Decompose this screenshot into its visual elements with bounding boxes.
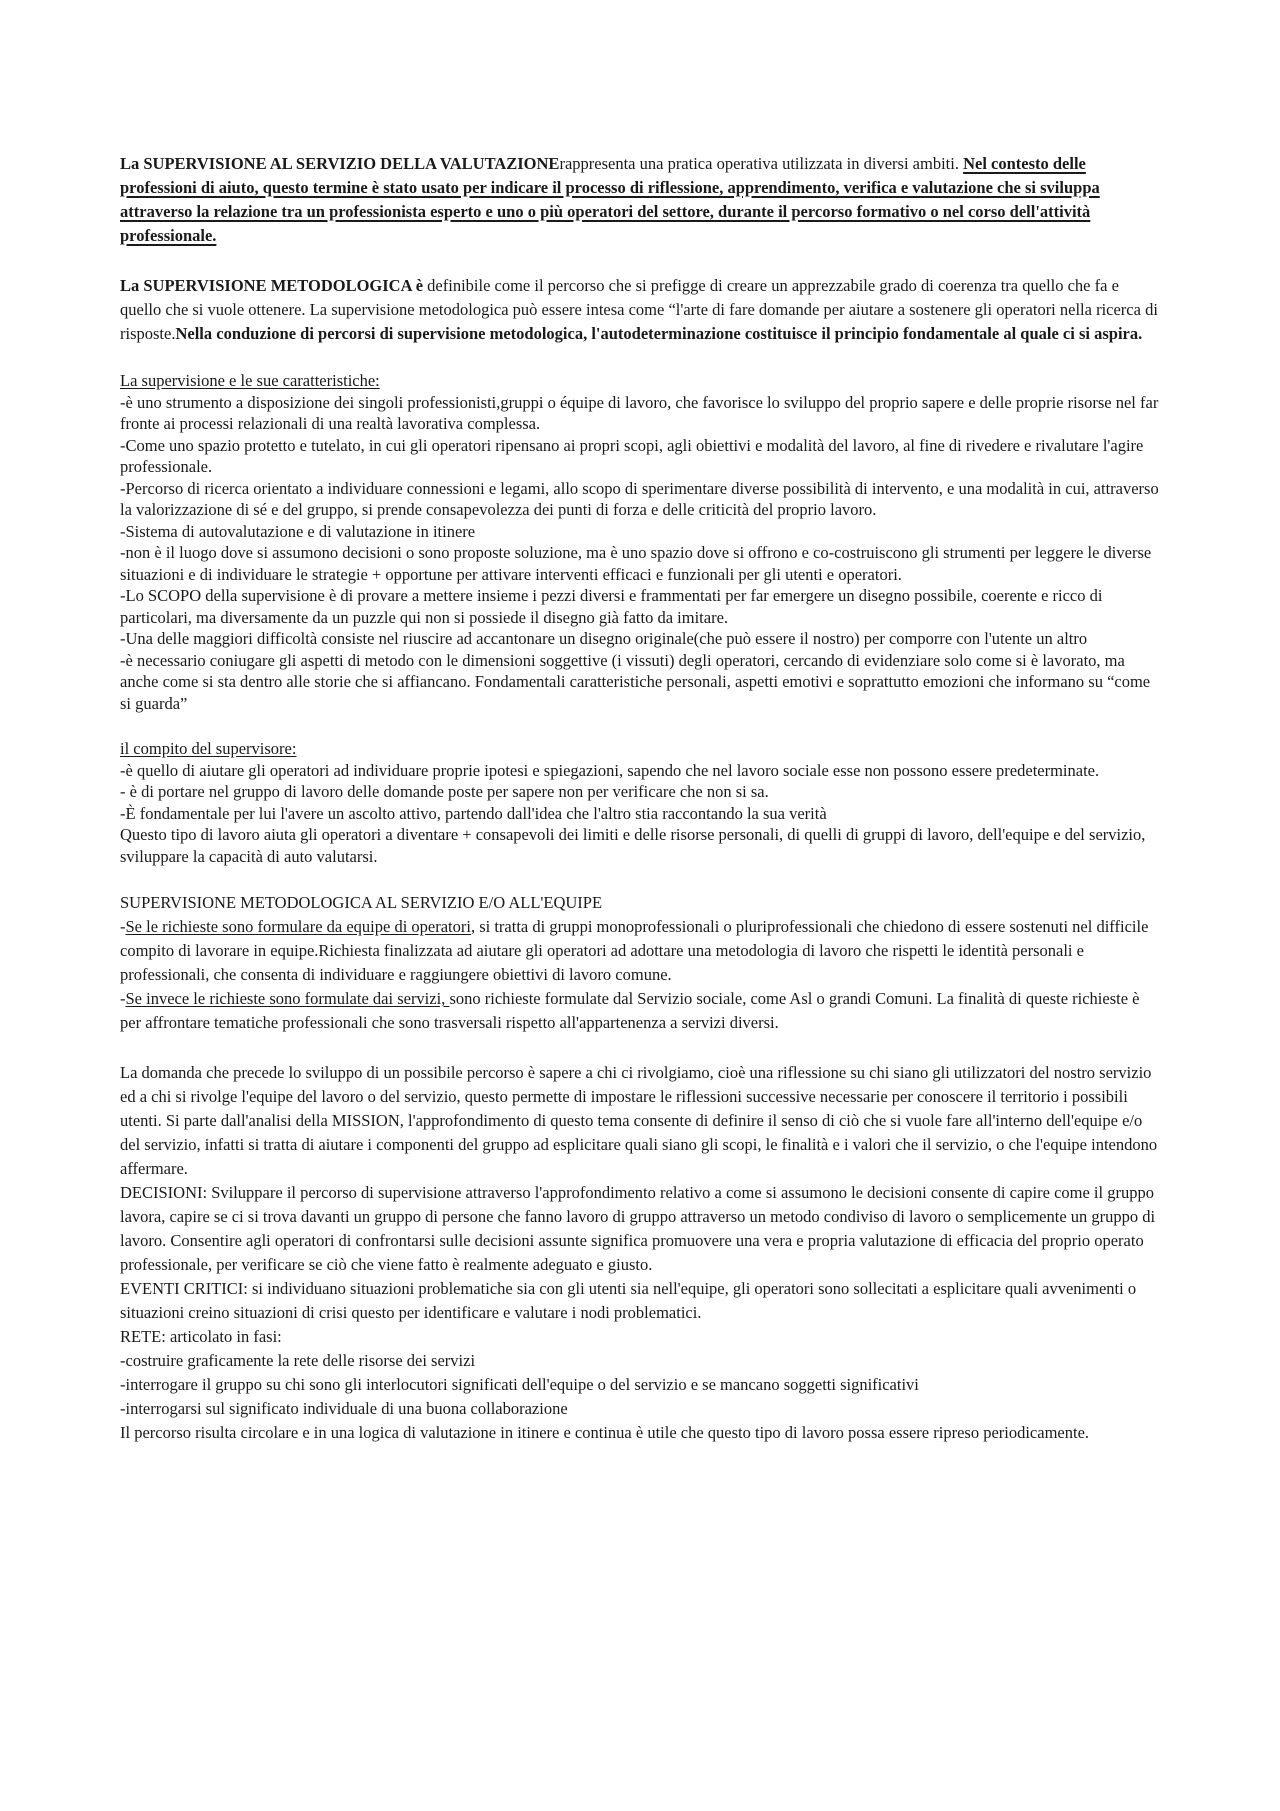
intro-emphasis: Nel contesto delle professioni di aiuto, questo termine è stato usato per indicare il processo di riflessione, apprendimento, verifica e valutazione che si sviluppa attraverso la relazione tra un professionista esperto e uno o più operatori del settore, durante il percorso formativo o nel corso dell'attività professionale. bbox=[120, 154, 1100, 245]
path-paragraph: EVENTI CRITICI: si individuano situazioni problematiche sia con gli utenti sia nell'equipe, gli operatori sono sollecitati a esplicitare quali avvenimenti o situazioni creino situazioni di crisi questo per identificare e valutare i nodi problematici. bbox=[120, 1279, 1137, 1322]
section-title-valutazione: La SUPERVISIONE AL SERVIZIO DELLA VALUTAZIONE bbox=[120, 154, 560, 173]
list-item: -È fondamentale per lui l'avere un ascolto attivo, partendo dall'idea che l'altro stia raccontando la sua verità bbox=[120, 803, 827, 823]
path-paragraph: -interrogare il gruppo su chi sono gli interlocutori significati dell'equipe o del servizio e se mancano soggetti significativi bbox=[120, 1375, 919, 1394]
intro-text: rappresenta una pratica operativa utilizzata in diversi ambiti. bbox=[559, 154, 964, 173]
characteristics-section bbox=[120, 370, 1160, 714]
list-item: - è di portare nel gruppo di lavoro delle domande poste per sapere non per verificare che non si sa. bbox=[120, 782, 769, 801]
list-item: -Percorso di ricerca orientato a individuare connessioni e legami, allo scopo di sperimentare diverse possibilità di intervento, e una modalità in cui, attraverso la valorizzazione di sé e del gruppo, si prende consapevolezza dei punti di forza e delle criticità del proprio lavoro. bbox=[120, 478, 1159, 519]
list-item: Questo tipo di lavoro aiuta gli operatori a diventare + consapevoli dei limiti e delle risorse personali, di quelli di gruppi di lavoro, dell'equipe e del servizio, sviluppare la capacità di auto valutarsi. bbox=[120, 825, 1146, 866]
list-item: -non è il luogo dove si assumono decisioni o sono proposte soluzione, ma è uno spazio dove si offrono e co-costruiscono gli strumenti per leggere le diverse situazioni e di individuare le strategie + opportune per attivare interventi efficaci e funzionali per gli utenti e operatori. bbox=[120, 543, 1152, 584]
path-paragraph: RETE: articolato in fasi: bbox=[120, 1327, 282, 1346]
dash: - bbox=[120, 917, 126, 936]
equipe-section bbox=[120, 891, 1160, 1035]
list-item: -Lo SCOPO della supervisione è di provare a mettere insieme i pezzi diversi e frammentati per far emergere un disegno possibile, coerente e ricco di particolari, ma diversamente da un puzzle qui non si possiede il disegno già fatto da imitare. bbox=[120, 586, 1103, 627]
equipe-underlined-2: Se invece le richieste sono formulate dai servizi, bbox=[125, 989, 450, 1008]
supervisor-section bbox=[120, 738, 1160, 867]
equipe-text-1: , si tratta di gruppi monoprofessionali o pluriprofessionali che chiedono di essere sostenuti nel difficile compito di lavorare in equipe.Richiesta finalizzata ad aiutare gli operatori ad adottare una metodologia di lavoro che rispetti le identità personali e professionali, che consenta di individuare e raggiungere obiettivi di lavoro comune. bbox=[120, 917, 1149, 984]
path-paragraph: -costruire graficamente la rete delle risorse dei servizi bbox=[120, 1351, 476, 1370]
characteristics-heading: La supervisione e le sue caratteristiche: bbox=[120, 371, 380, 390]
equipe-paragraph-1 bbox=[120, 915, 1160, 987]
intro-paragraph bbox=[120, 152, 1160, 248]
path-paragraph: La domanda che precede lo sviluppo di un possibile percorso è sapere a chi ci rivolgiamo, cioè una riflessione su chi siano gli utilizzatori del nostro servizio ed a chi si rivolge l'equipe del lavoro o del servizio, questo permette di impostare le riflessioni successive necessarie per conoscere il territorio i possibili utenti. Si parte dall'analisi della MISSION, l'approfondimento di questo tema consente di definire il senso di ciò che si vuole fare all'interno dell'equipe e/o del servizio, infatti si tratta di aiutare i componenti del gruppo ad esplicitare quali siano gli scopi, le finalità e i valori che il servizio, o che l'equipe intendono affermare. bbox=[120, 1063, 1158, 1178]
equipe-text-2: sono richieste formulate dal Servizio sociale, come Asl o grandi Comuni. La finalità di queste richieste è per affrontare tematiche professionali che sono trasversali rispetto all'appartenenza a servizi diversi. bbox=[120, 989, 1140, 1032]
equipe-underlined-1: Se le richieste sono formulare da equipe di operatori bbox=[125, 917, 471, 936]
list-item: -Come uno spazio protetto e tutelato, in cui gli operatori ripensano ai propri scopi, agli obiettivi e modalità del lavoro, al fine di rivedere e rivalutare l'agire professionale. bbox=[120, 435, 1144, 476]
equipe-paragraph-2 bbox=[120, 987, 1160, 1035]
supervisor-heading: il compito del supervisore: bbox=[120, 739, 297, 758]
dash: - bbox=[120, 989, 126, 1008]
equipe-heading: SUPERVISIONE METODOLOGICA AL SERVIZIO E/O ALL'EQUIPE bbox=[120, 893, 603, 912]
section-title-metodologica: La SUPERVISIONE METODOLOGICA è bbox=[120, 276, 424, 295]
methodology-text: definibile come il percorso che si prefigge di creare un apprezzabile grado di coerenza tra quello che fa e quello che si vuole ottenere. La supervisione metodologica può essere intesa come “l'arte di fare domande per aiutare a sostenere gli operatori nella ricerca di risposte. bbox=[120, 276, 1158, 343]
path-paragraph: DECISIONI: Sviluppare il percorso di supervisione attraverso l'approfondimento relativo a come si assumono le decisioni consente di capire come il gruppo lavora, capire se ci si trova davanti un gruppo di persone che fanno lavoro di gruppo attraverso un metodo condiviso di lavoro o semplicemente un gruppo di lavoro. Consentire agli operatori di confrontarsi sulle decisioni assunte significa promuovere una vera e propria valutazione di efficacia del proprio operato professionale, per verificare se ciò che viene fatto è realmente adeguato e giusto. bbox=[120, 1183, 1156, 1274]
list-item: -è uno strumento a disposizione dei singoli professionisti,gruppi o équipe di lavoro, che favorisce lo sviluppo del proprio sapere e delle proprie risorse nel far fronte ai processi relazionali di una realtà lavorativa complessa. bbox=[120, 392, 1159, 433]
methodology-emphasis: Nella conduzione di percorsi di supervisione metodologica, l'autodeterminazione costituisce il principio fondamentale al quale ci si aspira. bbox=[175, 324, 1143, 343]
list-item: -Sistema di autovalutazione e di valutazione in itinere bbox=[120, 521, 476, 541]
path-section bbox=[120, 1061, 1160, 1445]
methodology-paragraph bbox=[120, 274, 1160, 346]
list-item: -Una delle maggiori difficoltà consiste nel riuscire ad accantonare un disegno originale(che può essere il nostro) per comporre con l'utente un altro bbox=[120, 629, 1088, 648]
path-paragraph: -interrogarsi sul significato individuale di una buona collaborazione bbox=[120, 1399, 568, 1418]
list-item: -è necessario coniugare gli aspetti di metodo con le dimensioni soggettive (i vissuti) degli operatori, cercando di evidenziare solo come si è lavorato, ma anche come si sta dentro alle storie che si affiancano. Fondamentali caratteristiche personali, aspetti emotivi e soprattutto emozioni che informano su “come si guarda” bbox=[120, 650, 1151, 713]
path-paragraph: Il percorso risulta circolare e in una logica di valutazione in itinere e continua è utile che questo tipo di lavoro possa essere ripreso periodicamente. bbox=[120, 1423, 1090, 1442]
list-item: -è quello di aiutare gli operatori ad individuare proprie ipotesi e spiegazioni, sapendo che nel lavoro sociale esse non possono essere predeterminate. bbox=[120, 760, 1100, 780]
